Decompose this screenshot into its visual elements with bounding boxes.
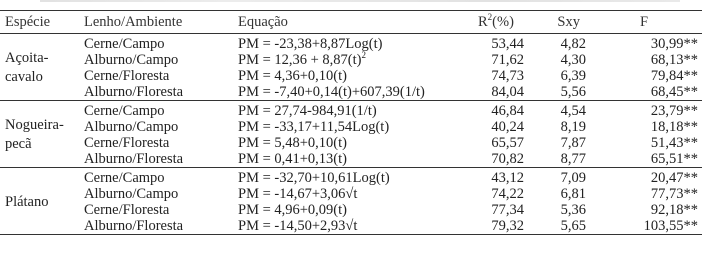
header-row [0, 11, 702, 34]
cell-r2: 84,04 [450, 84, 530, 101]
table-row [0, 84, 702, 101]
cell-equation [238, 52, 450, 68]
cell-equation [238, 34, 450, 53]
cell-equation [238, 68, 450, 84]
table-row [0, 168, 702, 187]
cell-f: 23,79** [650, 103, 698, 119]
cell-f: 79,84** [650, 68, 698, 84]
cell-sxy: 5,56 [530, 84, 590, 101]
species-group [0, 101, 702, 168]
cell-f: 68,45** [590, 84, 702, 101]
table-row [0, 218, 702, 235]
cell-sxy: 7,09 [560, 170, 586, 186]
cell-r2: 79,32 [450, 218, 530, 235]
cell-r2: 65,57 [491, 135, 524, 151]
cell-equation [238, 168, 450, 187]
equation-text: PM = 27,74-984,91(1/t) [238, 103, 377, 119]
equation-text: PM = -7,40+0,14(t)+607,39(1/t) [238, 84, 425, 100]
table-row [0, 52, 702, 68]
cell-f: 103,55** [590, 218, 702, 235]
equation-text: PM = 0,41+0,13(t) [238, 151, 347, 167]
cell-r2: 40,24 [491, 119, 524, 135]
cell-wood-environment: Cerne/Floresta [84, 202, 170, 218]
cell-species: Plátano [0, 168, 84, 235]
cell-r2: 46,84 [491, 103, 524, 119]
table-row [0, 34, 702, 53]
header-f: F [590, 11, 702, 34]
cell-wood-environment: Alburno/Campo [84, 52, 179, 68]
cell-wood-environment: Alburno/Floresta [84, 84, 238, 101]
table-row [0, 119, 702, 135]
cell-wood-environment: Cerne/Floresta [84, 68, 170, 84]
cell-wood-environment: Cerne/Floresta [84, 135, 170, 151]
cell-sxy: 5,65 [530, 218, 590, 235]
table-row [0, 186, 702, 202]
cell-r2: 71,62 [491, 52, 524, 68]
cell-wood-environment: Alburno/Floresta [84, 218, 238, 235]
cell-r2: 53,44 [491, 36, 524, 52]
cell-sxy: 4,30 [560, 52, 586, 68]
cell-f: 65,51** [590, 151, 702, 168]
cell-wood-environment: Cerne/Campo [84, 36, 165, 52]
header-r2 [450, 11, 530, 34]
cell-species: Nogueira- pecã [0, 101, 84, 168]
cell-sxy: 8,19 [560, 119, 586, 135]
species-group [0, 34, 702, 101]
cell-equation [238, 101, 450, 120]
cell-equation [238, 151, 450, 168]
cell-wood-environment: Alburno/Campo [84, 186, 179, 202]
equation-text: PM = -32,70+10,61Log(t) [238, 170, 390, 186]
cell-sxy: 8,77 [530, 151, 590, 168]
cell-wood-environment: Alburno/Campo [84, 119, 179, 135]
cell-sxy: 7,87 [560, 135, 586, 151]
header-sxy: Sxy [530, 11, 590, 34]
cell-f: 68,13** [650, 52, 698, 68]
header-equation: Equação [238, 11, 450, 34]
cell-sxy: 4,54 [560, 103, 586, 119]
cell-equation [238, 186, 450, 202]
cell-equation [238, 202, 450, 218]
cell-wood-environment: Cerne/Campo [84, 103, 165, 119]
previous-caption-clipped-line [0, 0, 702, 3]
cell-f: 30,99** [650, 36, 698, 52]
header-r2-superscript: 2 [487, 12, 493, 23]
equation-text: PM = -33,17+11,54Log(t) [238, 119, 390, 135]
cell-r2: 70,82 [450, 151, 530, 168]
header-species: Espécie [0, 11, 84, 34]
cell-r2: 74,22 [491, 186, 524, 202]
table-row [0, 202, 702, 218]
cell-r2: 77,34 [491, 202, 524, 218]
equation-text: PM = 4,96+0,09(t) [238, 202, 347, 218]
cell-r2: 43,12 [491, 170, 524, 186]
cell-r2: 74,73 [491, 68, 524, 84]
cell-sxy: 5,36 [560, 202, 586, 218]
equation-text: PM = -23,38+8,87Log(t) [238, 36, 383, 52]
equation-text: PM = 4,36+0,10(t) [238, 68, 347, 84]
cell-equation [238, 119, 450, 135]
equation-text: PM = 5,48+0,10(t) [238, 135, 347, 151]
cell-sxy: 6,39 [560, 68, 586, 84]
cell-sxy: 6,81 [560, 186, 586, 202]
equation-text: PM = 12,36 + 8,87(t) [238, 52, 362, 68]
cell-wood-environment: Alburno/Floresta [84, 151, 238, 168]
table-row [0, 151, 702, 168]
cell-wood-environment: Cerne/Campo [84, 170, 165, 186]
cell-species: Açoita- cavalo [0, 34, 84, 101]
equation-superscript: 2 [361, 50, 366, 61]
cell-equation [238, 135, 450, 151]
table-row [0, 68, 702, 84]
species-group [0, 168, 702, 235]
equation-text: PM = -14,50+2,93√t [238, 218, 358, 234]
cell-equation [238, 218, 450, 235]
regression-table [0, 10, 702, 235]
table-header [0, 11, 702, 34]
cell-f: 92,18** [650, 202, 698, 218]
equation-text: PM = -14,67+3,06√t [238, 186, 358, 202]
cell-equation [238, 84, 450, 101]
header-wood-environment: Lenho/Ambiente [84, 11, 238, 34]
cell-f: 20,47** [650, 170, 698, 186]
header-r2-unit: (%) [492, 14, 514, 30]
cell-f: 77,73** [650, 186, 698, 202]
header-r2-base: R [478, 14, 488, 30]
table-row [0, 101, 702, 120]
cell-f: 18,18** [650, 119, 698, 135]
cell-f: 51,43** [650, 135, 698, 151]
table-row [0, 135, 702, 151]
cell-sxy: 4,82 [560, 36, 586, 52]
